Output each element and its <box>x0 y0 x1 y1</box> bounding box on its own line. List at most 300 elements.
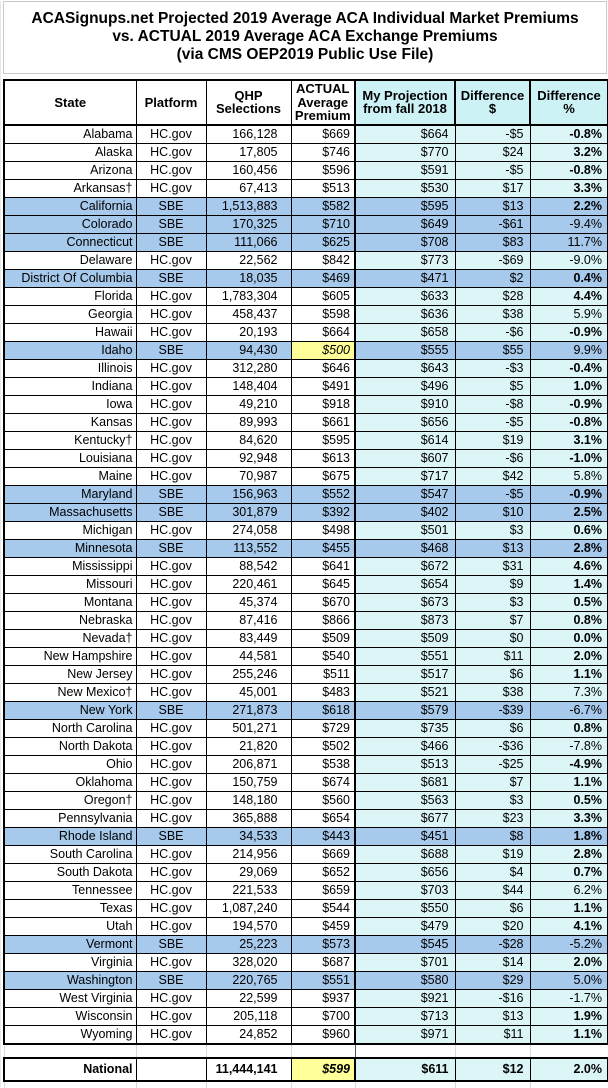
cell-platform: HC.gov <box>136 377 206 395</box>
cell-difference-dollar: -$3 <box>455 359 530 377</box>
column-header-difference-dollar: Difference $ <box>455 80 530 125</box>
cell-difference-dollar: $24 <box>455 143 530 161</box>
cell-actual-premium: $455 <box>291 539 355 557</box>
cell-state: Maryland <box>4 485 136 503</box>
cell-qhp-selections: 206,871 <box>206 755 291 773</box>
column-header-state: State <box>4 80 136 125</box>
table-row <box>4 143 608 161</box>
table-row <box>4 503 608 521</box>
cell-qhp-selections: 29,069 <box>206 863 291 881</box>
table-row <box>4 323 608 341</box>
cell-state: Pennsylvania <box>4 809 136 827</box>
column-header-difference-percent: Difference % <box>530 80 608 125</box>
table-row <box>4 755 608 773</box>
cell-projection: $402 <box>355 503 455 521</box>
cell-state: Florida <box>4 287 136 305</box>
cell-state: Virginia <box>4 953 136 971</box>
cell-difference-percent: 2.5% <box>530 503 608 521</box>
cell-difference-percent: 1.1% <box>530 1025 608 1044</box>
premiums-table <box>3 79 608 1045</box>
cell-projection: $773 <box>355 251 455 269</box>
cell-difference-percent: 4.6% <box>530 557 608 575</box>
cell-difference-dollar: $3 <box>455 593 530 611</box>
cell-qhp-selections: 301,879 <box>206 503 291 521</box>
cell-platform: SBE <box>136 701 206 719</box>
cell-difference-dollar: $8 <box>455 827 530 845</box>
cell-projection: $656 <box>355 863 455 881</box>
cell-projection: $656 <box>355 413 455 431</box>
cell-qhp-selections: 45,001 <box>206 683 291 701</box>
cell-difference-dollar: $31 <box>455 557 530 575</box>
table-row <box>4 539 608 557</box>
cell-difference-dollar: $42 <box>455 467 530 485</box>
cell-qhp-selections: 220,765 <box>206 971 291 989</box>
cell-actual-premium: $645 <box>291 575 355 593</box>
cell-difference-percent: 3.1% <box>530 431 608 449</box>
cell-difference-percent: -0.4% <box>530 359 608 377</box>
cell-state: Connecticut <box>4 233 136 251</box>
table-row <box>4 125 608 144</box>
cell-actual-premium: $491 <box>291 377 355 395</box>
cell-difference-percent: -0.8% <box>530 161 608 179</box>
cell-difference-dollar: $19 <box>455 845 530 863</box>
cell-difference-percent: 0.6% <box>530 521 608 539</box>
cell-platform: HC.gov <box>136 143 206 161</box>
cell-qhp-selections: 274,058 <box>206 521 291 539</box>
cell-difference-percent: 5.9% <box>530 305 608 323</box>
cell-platform: SBE <box>136 233 206 251</box>
cell-projection: $466 <box>355 737 455 755</box>
cell-state: Montana <box>4 593 136 611</box>
cell-platform: HC.gov <box>136 737 206 755</box>
cell-state: New Mexico† <box>4 683 136 701</box>
cell-state: Ohio <box>4 755 136 773</box>
cell-difference-percent: 0.5% <box>530 593 608 611</box>
cell-difference-dollar: $2 <box>455 269 530 287</box>
cell-platform: SBE <box>136 215 206 233</box>
cell-state: Mississippi <box>4 557 136 575</box>
cell-platform: SBE <box>136 341 206 359</box>
cell-difference-dollar: $13 <box>455 1007 530 1025</box>
cell-difference-dollar: $38 <box>455 305 530 323</box>
table-row <box>4 233 608 251</box>
cell-projection: $673 <box>355 593 455 611</box>
cell-actual-premium: $551 <box>291 971 355 989</box>
cell-difference-percent: 7.3% <box>530 683 608 701</box>
cell-difference-dollar: $9 <box>455 575 530 593</box>
cell-platform: HC.gov <box>136 1007 206 1025</box>
cell-difference-dollar: -$25 <box>455 755 530 773</box>
cell-difference-percent: 4.1% <box>530 917 608 935</box>
cell-state: Colorado <box>4 215 136 233</box>
cell-difference-dollar: $11 <box>455 1025 530 1044</box>
national-difference-dollar: $12 <box>455 1058 530 1081</box>
cell-difference-dollar: -$5 <box>455 125 530 144</box>
cell-actual-premium: $669 <box>291 125 355 144</box>
table-row <box>4 845 608 863</box>
cell-qhp-selections: 255,246 <box>206 665 291 683</box>
national-platform <box>136 1058 206 1081</box>
cell-state: District Of Columbia <box>4 269 136 287</box>
cell-difference-percent: 1.1% <box>530 773 608 791</box>
cell-state: North Dakota <box>4 737 136 755</box>
cell-projection: $677 <box>355 809 455 827</box>
table-row <box>4 647 608 665</box>
table-row <box>4 305 608 323</box>
spacer-row <box>4 1045 608 1058</box>
cell-difference-percent: 1.8% <box>530 827 608 845</box>
cell-actual-premium: $652 <box>291 863 355 881</box>
table-row <box>4 467 608 485</box>
cell-actual-premium: $700 <box>291 1007 355 1025</box>
table-row <box>4 197 608 215</box>
cell-difference-percent: 4.4% <box>530 287 608 305</box>
cell-platform: HC.gov <box>136 647 206 665</box>
cell-qhp-selections: 21,820 <box>206 737 291 755</box>
cell-difference-dollar: $13 <box>455 197 530 215</box>
cell-projection: $513 <box>355 755 455 773</box>
cell-qhp-selections: 365,888 <box>206 809 291 827</box>
cell-platform: SBE <box>136 503 206 521</box>
cell-state: Wyoming <box>4 1025 136 1044</box>
cell-actual-premium: $573 <box>291 935 355 953</box>
column-header-qhp-selections: QHP Selections <box>206 80 291 125</box>
cell-actual-premium: $596 <box>291 161 355 179</box>
cell-difference-dollar: $6 <box>455 665 530 683</box>
cell-actual-premium: $710 <box>291 215 355 233</box>
cell-state: Idaho <box>4 341 136 359</box>
cell-difference-dollar: $14 <box>455 953 530 971</box>
cell-difference-percent: -9.0% <box>530 251 608 269</box>
cell-difference-percent: 2.0% <box>530 647 608 665</box>
cell-qhp-selections: 166,128 <box>206 125 291 144</box>
cell-projection: $910 <box>355 395 455 413</box>
table-row <box>4 773 608 791</box>
cell-platform: HC.gov <box>136 719 206 737</box>
table-row <box>4 485 608 503</box>
cell-platform: HC.gov <box>136 449 206 467</box>
table-row <box>4 521 608 539</box>
cell-actual-premium: $483 <box>291 683 355 701</box>
cell-projection: $688 <box>355 845 455 863</box>
cell-qhp-selections: 1,783,304 <box>206 287 291 305</box>
cell-actual-premium: $659 <box>291 881 355 899</box>
cell-actual-premium: $469 <box>291 269 355 287</box>
cell-platform: HC.gov <box>136 161 206 179</box>
table-row <box>4 737 608 755</box>
table-row <box>4 683 608 701</box>
cell-qhp-selections: 94,430 <box>206 341 291 359</box>
cell-state: Oregon† <box>4 791 136 809</box>
cell-platform: HC.gov <box>136 431 206 449</box>
cell-projection: $658 <box>355 323 455 341</box>
cell-qhp-selections: 20,193 <box>206 323 291 341</box>
cell-qhp-selections: 1,513,883 <box>206 197 291 215</box>
cell-qhp-selections: 44,581 <box>206 647 291 665</box>
cell-qhp-selections: 49,210 <box>206 395 291 413</box>
cell-actual-premium: $498 <box>291 521 355 539</box>
cell-actual-premium: $443 <box>291 827 355 845</box>
cell-projection: $649 <box>355 215 455 233</box>
table-row <box>4 287 608 305</box>
cell-difference-percent: 6.2% <box>530 881 608 899</box>
cell-difference-percent: -1.0% <box>530 449 608 467</box>
cell-projection: $633 <box>355 287 455 305</box>
cell-state: Oklahoma <box>4 773 136 791</box>
cell-difference-percent: -5.2% <box>530 935 608 953</box>
cell-platform: HC.gov <box>136 773 206 791</box>
cell-state: Kentucky† <box>4 431 136 449</box>
cell-difference-percent: -0.8% <box>530 125 608 144</box>
cell-actual-premium: $560 <box>291 791 355 809</box>
cell-qhp-selections: 83,449 <box>206 629 291 647</box>
cell-platform: HC.gov <box>136 953 206 971</box>
column-header-projection: My Projection from fall 2018 <box>355 80 455 125</box>
title-line-2: vs. ACTUAL 2019 Average ACA Exchange Premiums <box>112 28 498 45</box>
cell-actual-premium: $552 <box>291 485 355 503</box>
cell-difference-percent: 9.9% <box>530 341 608 359</box>
cell-state: Wisconsin <box>4 1007 136 1025</box>
cell-qhp-selections: 22,599 <box>206 989 291 1007</box>
cell-qhp-selections: 160,456 <box>206 161 291 179</box>
cell-difference-percent: 0.5% <box>530 791 608 809</box>
cell-platform: HC.gov <box>136 683 206 701</box>
cell-state: New Jersey <box>4 665 136 683</box>
cell-state: Nevada† <box>4 629 136 647</box>
cell-actual-premium: $502 <box>291 737 355 755</box>
cell-difference-dollar: $6 <box>455 899 530 917</box>
cell-projection: $614 <box>355 431 455 449</box>
cell-projection: $873 <box>355 611 455 629</box>
national-difference-percent: 2.0% <box>530 1058 608 1081</box>
cell-platform: SBE <box>136 827 206 845</box>
cell-actual-premium: $670 <box>291 593 355 611</box>
national-row <box>4 1058 608 1081</box>
table-title <box>3 1 607 74</box>
table-row <box>4 611 608 629</box>
cell-projection: $509 <box>355 629 455 647</box>
cell-projection: $468 <box>355 539 455 557</box>
table-row <box>4 917 608 935</box>
cell-state: Louisiana <box>4 449 136 467</box>
cell-difference-dollar: $29 <box>455 971 530 989</box>
cell-difference-percent: 3.3% <box>530 809 608 827</box>
cell-state: Iowa <box>4 395 136 413</box>
cell-platform: HC.gov <box>136 809 206 827</box>
cell-difference-percent: 2.8% <box>530 845 608 863</box>
cell-state: Hawaii <box>4 323 136 341</box>
cell-state: North Carolina <box>4 719 136 737</box>
cell-difference-dollar: -$6 <box>455 449 530 467</box>
cell-projection: $681 <box>355 773 455 791</box>
cell-state: Alaska <box>4 143 136 161</box>
cell-qhp-selections: 87,416 <box>206 611 291 629</box>
cell-actual-premium: $674 <box>291 773 355 791</box>
cell-actual-premium: $960 <box>291 1025 355 1044</box>
cell-state: Tennessee <box>4 881 136 899</box>
table-row <box>4 1007 608 1025</box>
cell-difference-percent: 0.8% <box>530 719 608 737</box>
cell-state: South Dakota <box>4 863 136 881</box>
cell-projection: $703 <box>355 881 455 899</box>
cell-qhp-selections: 1,087,240 <box>206 899 291 917</box>
cell-actual-premium: $625 <box>291 233 355 251</box>
table-row <box>4 575 608 593</box>
cell-actual-premium: $842 <box>291 251 355 269</box>
cell-difference-dollar: $5 <box>455 377 530 395</box>
cell-difference-percent: -7.8% <box>530 737 608 755</box>
cell-actual-premium: $500 <box>291 341 355 359</box>
cell-actual-premium: $646 <box>291 359 355 377</box>
cell-platform: SBE <box>136 197 206 215</box>
cell-actual-premium: $613 <box>291 449 355 467</box>
cell-qhp-selections: 111,066 <box>206 233 291 251</box>
cell-difference-dollar: -$69 <box>455 251 530 269</box>
cell-difference-percent: 1.1% <box>530 899 608 917</box>
cell-platform: HC.gov <box>136 593 206 611</box>
cell-state: West Virginia <box>4 989 136 1007</box>
bottom-gridline-row <box>4 1081 608 1088</box>
cell-actual-premium: $729 <box>291 719 355 737</box>
cell-difference-percent: 3.3% <box>530 179 608 197</box>
title-line-1: ACASignups.net Projected 2019 Average ACA Individual Market Premiums <box>31 10 579 27</box>
cell-qhp-selections: 18,035 <box>206 269 291 287</box>
table-row <box>4 215 608 233</box>
cell-qhp-selections: 458,437 <box>206 305 291 323</box>
cell-difference-dollar: $11 <box>455 647 530 665</box>
cell-actual-premium: $595 <box>291 431 355 449</box>
cell-qhp-selections: 205,118 <box>206 1007 291 1025</box>
cell-qhp-selections: 84,620 <box>206 431 291 449</box>
cell-projection: $672 <box>355 557 455 575</box>
cell-qhp-selections: 221,533 <box>206 881 291 899</box>
cell-platform: HC.gov <box>136 917 206 935</box>
cell-actual-premium: $664 <box>291 323 355 341</box>
cell-difference-dollar: $13 <box>455 539 530 557</box>
cell-qhp-selections: 194,570 <box>206 917 291 935</box>
cell-qhp-selections: 25,223 <box>206 935 291 953</box>
cell-projection: $921 <box>355 989 455 1007</box>
cell-projection: $555 <box>355 341 455 359</box>
table-row <box>4 827 608 845</box>
table-row <box>4 449 608 467</box>
table-row <box>4 179 608 197</box>
table-row <box>4 413 608 431</box>
table-row <box>4 899 608 917</box>
cell-qhp-selections: 45,374 <box>206 593 291 611</box>
cell-actual-premium: $918 <box>291 395 355 413</box>
table-row <box>4 719 608 737</box>
cell-actual-premium: $513 <box>291 179 355 197</box>
cell-state: Washington <box>4 971 136 989</box>
header-row <box>4 80 608 125</box>
cell-state: Rhode Island <box>4 827 136 845</box>
cell-platform: HC.gov <box>136 755 206 773</box>
cell-state: California <box>4 197 136 215</box>
cell-projection: $664 <box>355 125 455 144</box>
cell-difference-dollar: $20 <box>455 917 530 935</box>
cell-projection: $971 <box>355 1025 455 1044</box>
cell-platform: HC.gov <box>136 305 206 323</box>
cell-qhp-selections: 328,020 <box>206 953 291 971</box>
table-row <box>4 809 608 827</box>
cell-difference-percent: 0.7% <box>530 863 608 881</box>
cell-difference-dollar: $55 <box>455 341 530 359</box>
cell-projection: $545 <box>355 935 455 953</box>
cell-platform: HC.gov <box>136 287 206 305</box>
cell-actual-premium: $746 <box>291 143 355 161</box>
table-body <box>4 125 608 1044</box>
cell-projection: $770 <box>355 143 455 161</box>
table-row <box>4 359 608 377</box>
table-row <box>4 935 608 953</box>
cell-actual-premium: $509 <box>291 629 355 647</box>
cell-projection: $735 <box>355 719 455 737</box>
cell-difference-percent: 2.8% <box>530 539 608 557</box>
cell-difference-percent: -0.9% <box>530 395 608 413</box>
table-row <box>4 953 608 971</box>
cell-state: Massachusetts <box>4 503 136 521</box>
cell-difference-dollar: -$28 <box>455 935 530 953</box>
table-row <box>4 593 608 611</box>
cell-actual-premium: $598 <box>291 305 355 323</box>
cell-qhp-selections: 148,180 <box>206 791 291 809</box>
table-row <box>4 791 608 809</box>
table-row <box>4 557 608 575</box>
table-row <box>4 665 608 683</box>
cell-actual-premium: $459 <box>291 917 355 935</box>
cell-difference-dollar: $19 <box>455 431 530 449</box>
cell-platform: SBE <box>136 971 206 989</box>
spreadsheet-view <box>0 1 608 1087</box>
cell-projection: $607 <box>355 449 455 467</box>
cell-qhp-selections: 501,271 <box>206 719 291 737</box>
cell-actual-premium: $605 <box>291 287 355 305</box>
cell-platform: HC.gov <box>136 521 206 539</box>
cell-actual-premium: $669 <box>291 845 355 863</box>
cell-difference-percent: -1.7% <box>530 989 608 1007</box>
cell-difference-dollar: $10 <box>455 503 530 521</box>
cell-projection: $708 <box>355 233 455 251</box>
cell-difference-percent: 1.9% <box>530 1007 608 1025</box>
cell-state: Delaware <box>4 251 136 269</box>
cell-state: Georgia <box>4 305 136 323</box>
cell-platform: HC.gov <box>136 359 206 377</box>
cell-state: Nebraska <box>4 611 136 629</box>
table-row <box>4 377 608 395</box>
table-row <box>4 161 608 179</box>
cell-platform: HC.gov <box>136 665 206 683</box>
cell-actual-premium: $511 <box>291 665 355 683</box>
cell-qhp-selections: 220,461 <box>206 575 291 593</box>
table-row <box>4 431 608 449</box>
cell-platform: HC.gov <box>136 323 206 341</box>
cell-difference-percent: 2.0% <box>530 953 608 971</box>
cell-qhp-selections: 67,413 <box>206 179 291 197</box>
cell-qhp-selections: 271,873 <box>206 701 291 719</box>
cell-platform: SBE <box>136 539 206 557</box>
cell-actual-premium: $661 <box>291 413 355 431</box>
cell-difference-dollar: $44 <box>455 881 530 899</box>
cell-platform: HC.gov <box>136 251 206 269</box>
cell-difference-dollar: $7 <box>455 773 530 791</box>
cell-qhp-selections: 34,533 <box>206 827 291 845</box>
cell-difference-percent: -0.8% <box>530 413 608 431</box>
cell-difference-dollar: -$5 <box>455 413 530 431</box>
cell-qhp-selections: 70,987 <box>206 467 291 485</box>
table-row <box>4 881 608 899</box>
table-row <box>4 701 608 719</box>
